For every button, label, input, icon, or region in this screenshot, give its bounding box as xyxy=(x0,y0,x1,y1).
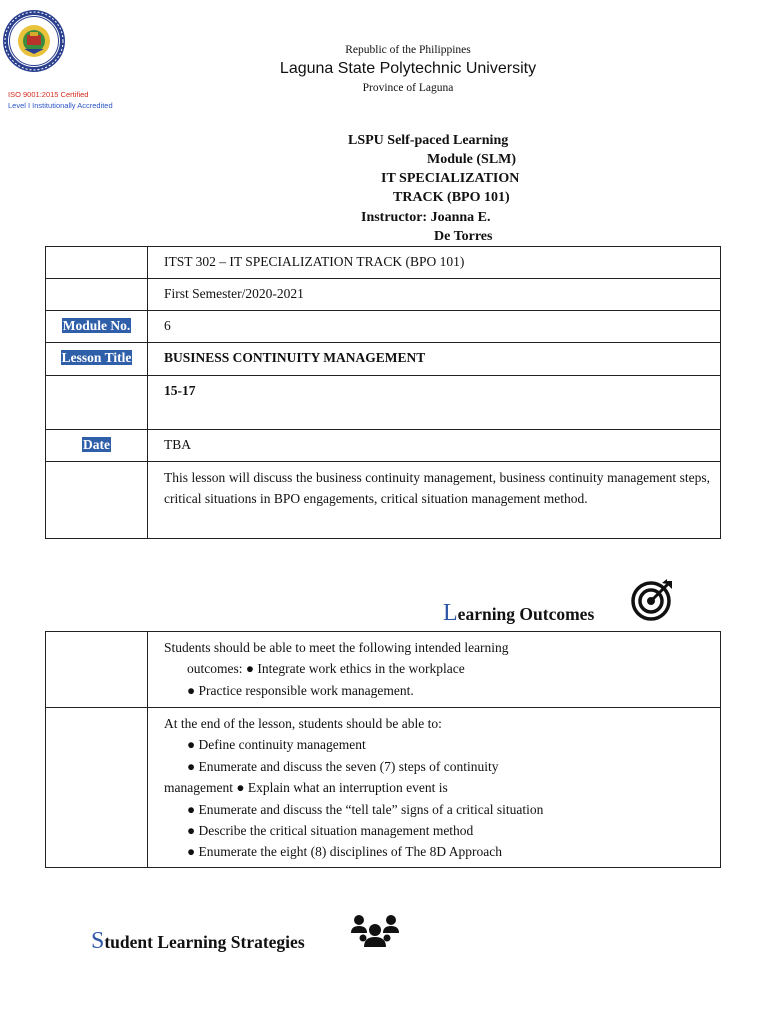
list-item: management ● Explain what an interruption event is xyxy=(164,780,448,796)
list-item: ● Describe the critical situation management method xyxy=(187,823,474,839)
date-label: Date xyxy=(83,437,110,452)
table-label-cell xyxy=(46,247,148,279)
list-item: ● Enumerate the eight (8) disciplines of The 8D Approach xyxy=(187,844,502,860)
province-heading: Province of Laguna xyxy=(362,82,454,94)
people-group-icon xyxy=(350,913,400,949)
module-info-table xyxy=(45,246,721,539)
table-row xyxy=(46,311,721,343)
lesson-title-value: BUSINESS CONTINUITY MANAGEMENT xyxy=(148,343,721,376)
table-row xyxy=(46,462,721,539)
module-label: Module No. xyxy=(62,318,131,333)
outcome-line: Students should be able to meet the following intended learning xyxy=(164,640,509,655)
lesson-description: This lesson will discuss the business continuity management, business continuity management steps, critical situations in BPO engagements, critical situation management method. xyxy=(148,462,721,539)
slm-title-line: LSPU Self-paced Learning xyxy=(348,133,509,148)
lesson-title-label: Lesson Title xyxy=(61,350,132,365)
slm-title-line: Module (SLM) xyxy=(427,152,517,167)
outcome-line: outcomes: ● Integrate work ethics in the workplace xyxy=(187,661,465,677)
slm-title-line: De Torres xyxy=(434,229,493,244)
target-icon xyxy=(631,578,675,622)
table-row xyxy=(46,430,721,462)
slm-title-line: TRACK (BPO 101) xyxy=(393,190,510,205)
republic-heading: Republic of the Philippines xyxy=(345,44,471,56)
slm-title-line: IT SPECIALIZATION xyxy=(381,171,520,186)
university-name: Laguna State Polytechnic University xyxy=(279,60,537,77)
heading-text: tudent Learning Strategies xyxy=(104,932,305,952)
outcomes-cell xyxy=(148,632,721,708)
objectives-intro: At the end of the lesson, students should be able to: xyxy=(164,716,442,731)
heading-initial: L xyxy=(443,600,458,626)
table-row xyxy=(46,279,721,311)
heading-text: earning Outcomes xyxy=(457,604,595,624)
heading-initial: S xyxy=(91,928,105,954)
table-label-cell xyxy=(46,376,148,430)
table-row xyxy=(46,376,721,430)
slm-title-line: Instructor: Joanna E. xyxy=(361,210,491,225)
table-row xyxy=(46,632,721,708)
date-value: TBA xyxy=(148,430,721,462)
table-label-cell xyxy=(46,279,148,311)
list-item: ● Define continuity management xyxy=(187,737,366,753)
table-label-cell xyxy=(46,708,148,868)
table-label-cell xyxy=(46,462,148,539)
weeks-value: 15-17 xyxy=(148,376,721,430)
iso-certification: ISO 9001:2015 Certified xyxy=(8,90,89,99)
module-number: 6 xyxy=(148,311,721,343)
module-label-cell xyxy=(46,311,148,343)
course-cell: ITST 302 – IT SPECIALIZATION TRACK (BPO 101) xyxy=(148,247,721,279)
list-item: ● Enumerate and discuss the “tell tale” signs of a critical situation xyxy=(187,801,544,817)
table-row xyxy=(46,343,721,376)
list-item: ● Enumerate and discuss the seven (7) steps of continuity xyxy=(187,758,499,774)
date-label-cell xyxy=(46,430,148,462)
table-row xyxy=(46,708,721,868)
learning-outcomes-table xyxy=(45,631,721,868)
outcome-line: ● Practice responsible work management. xyxy=(187,682,414,698)
accreditation-level: Level I Institutionally Accredited xyxy=(8,100,113,110)
table-label-cell xyxy=(46,632,148,708)
objectives-cell xyxy=(148,708,721,868)
table-row xyxy=(46,247,721,279)
lesson-label-cell xyxy=(46,343,148,376)
learning-outcomes-heading xyxy=(443,600,594,627)
student-learning-strategies-heading xyxy=(91,928,305,955)
semester-cell: First Semester/2020-2021 xyxy=(148,279,721,311)
